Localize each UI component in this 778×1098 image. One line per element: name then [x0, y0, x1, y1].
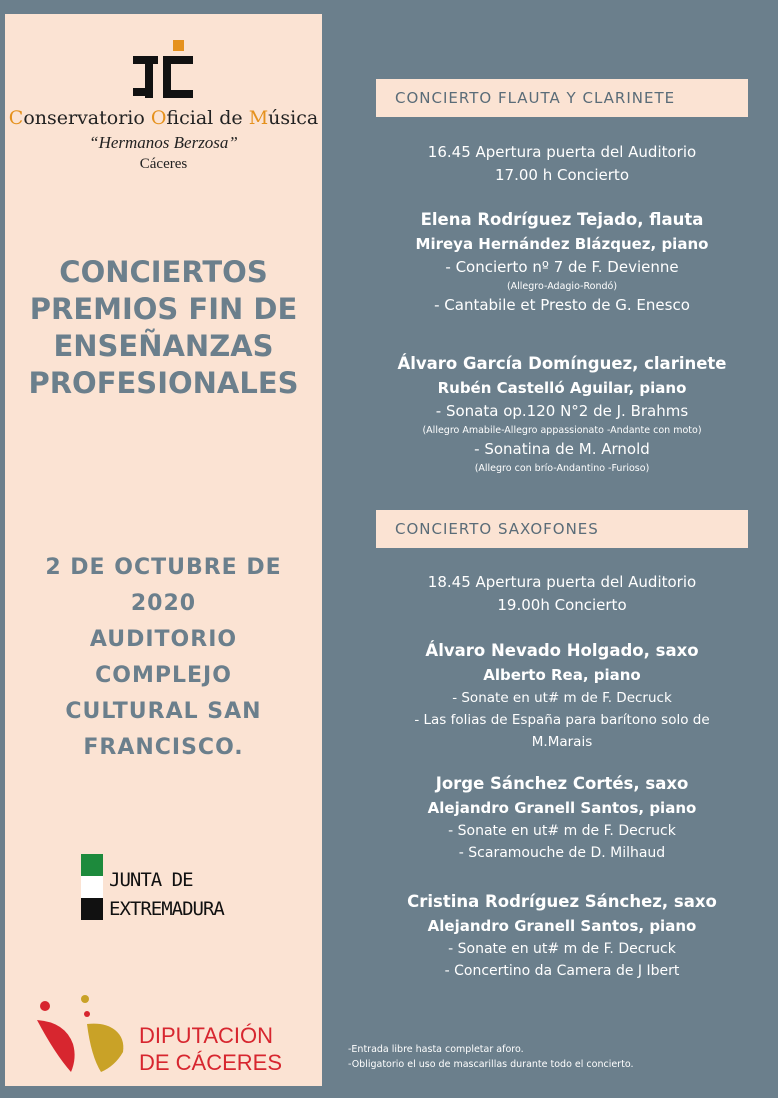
piece: - Sonata op.120 N°2 de J. Brahms [435, 402, 689, 420]
left-panel [5, 14, 322, 1086]
piece: - Sonate en ut# m de F. Decruck [448, 941, 676, 957]
piece: - Las folias de España para barítono solo de [414, 712, 710, 728]
name-text: ficial de [166, 107, 249, 129]
piece: - Concierto nº 7 de F. Devienne [445, 258, 679, 276]
event-date-venue [5, 550, 322, 766]
main-title [5, 254, 322, 402]
piece-movements: (Allegro-Adagio-Rondó) [506, 281, 618, 292]
piece: - Concertino da Camera de J Ibert [444, 963, 680, 979]
piece: - Scaramouche de D. Milhaud [458, 845, 666, 861]
concert2-performer3 [352, 890, 772, 982]
schedule-line: 16.45 Apertura puerta del Auditorio [427, 143, 697, 161]
concert1-performer1 [352, 208, 772, 317]
junta-logo-text [109, 866, 224, 924]
event-line: AUDITORIO [89, 627, 238, 652]
event-line: CULTURAL SAN [65, 699, 262, 724]
schedule-line: 17.00 h Concierto [494, 166, 629, 184]
name-capital: C [8, 107, 24, 129]
right-content [322, 0, 778, 1098]
schedule-line: 18.45 Apertura puerta del Auditorio [427, 573, 697, 591]
concert2-schedule [352, 571, 772, 617]
name-text: onservatorio [23, 107, 151, 129]
piece-movements: (Allegro Amabile-Allegro appassionato -Andante con moto) [422, 425, 702, 436]
piece: M.Marais [531, 734, 593, 750]
concert1-schedule [352, 141, 772, 187]
name-capital: O [150, 107, 167, 129]
footer-notes [348, 1042, 633, 1072]
performer-name: Álvaro Nevado Holgado, saxo [425, 641, 699, 660]
name-capital: M [248, 107, 269, 129]
concert2-performer2 [352, 772, 772, 864]
conservatorio-subtitle: “Hermanos Berzosa” [89, 133, 238, 152]
concert2-banner: CONCIERTO SAXOFONES [376, 510, 748, 548]
accompanist-name: Alejandro Granell Santos, piano [427, 917, 697, 935]
accompanist-name: Rubén Castelló Aguilar, piano [437, 379, 687, 397]
event-line: FRANCISCO. [83, 735, 244, 760]
diputacion-line: DIPUTACIÓN [139, 1023, 274, 1048]
piece: - Sonate en ut# m de F. Decruck [452, 690, 672, 706]
note-line: -Obligatorio el uso de mascarillas durante todo el concierto. [348, 1059, 634, 1070]
event-line: 2 DE OCTUBRE DE [45, 555, 282, 580]
performer-name: Álvaro García Domínguez, clarinete [397, 354, 727, 373]
performer-name: Elena Rodríguez Tejado, flauta [420, 210, 704, 229]
concert1-performer2 [352, 352, 772, 476]
event-line: 2020 [130, 591, 197, 616]
note-line: -Entrada libre hasta completar aforo. [348, 1044, 524, 1055]
title-line: ENSEÑANZAS [53, 329, 274, 363]
event-line: COMPLEJO [95, 663, 232, 688]
conservatorio-name [5, 107, 322, 129]
piece: - Cantabile et Presto de G. Enesco [434, 296, 690, 314]
name-text: úsica [268, 107, 319, 129]
diputacion-line: DE CÁCERES [139, 1050, 283, 1075]
performer-name: Jorge Sánchez Cortés, saxo [435, 774, 689, 793]
concert1-banner: CONCIERTO FLAUTA Y CLARINETE [376, 79, 748, 117]
piece: - Sonate en ut# m de F. Decruck [448, 823, 676, 839]
title-line: CONCIERTOS [59, 255, 268, 289]
piece: - Sonatina de M. Arnold [474, 440, 650, 458]
accompanist-name: Alejandro Granell Santos, piano [427, 799, 697, 817]
title-line: PROFESIONALES [28, 366, 299, 400]
junta-line: EXTREMADURA [109, 898, 224, 920]
conservatorio-logo-icon [133, 40, 197, 104]
piece-movements: (Allegro con brío-Andantino -Furioso) [474, 463, 650, 474]
title-line: PREMIOS FIN DE [29, 292, 298, 326]
diputacion-logo-text [139, 1022, 282, 1076]
diputacion-logo-icon [35, 994, 135, 1074]
conservatorio-city: Cáceres [139, 156, 188, 172]
performer-name: Cristina Rodríguez Sánchez, saxo [407, 892, 717, 911]
concert2-performer1 [352, 639, 772, 753]
junta-line: JUNTA DE [109, 869, 193, 891]
accompanist-name: Alberto Rea, piano [483, 666, 641, 684]
accompanist-name: Mireya Hernández Blázquez, piano [415, 235, 709, 253]
junta-flag-icon [81, 854, 103, 920]
schedule-line: 19.00h Concierto [497, 596, 627, 614]
